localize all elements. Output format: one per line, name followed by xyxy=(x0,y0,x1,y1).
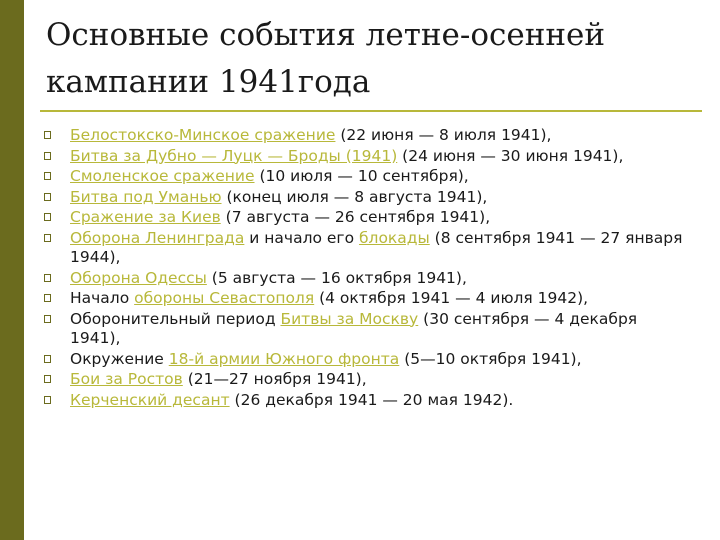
list-item xyxy=(44,208,692,228)
list-item xyxy=(44,188,692,208)
event-prefix: Окружение xyxy=(70,349,169,368)
square-bullet-icon xyxy=(44,172,51,180)
list-item xyxy=(44,269,692,289)
event-dates: (21—27 ноября 1941), xyxy=(182,370,367,388)
list-item xyxy=(44,167,692,187)
event-dates: (4 октября 1941 — 4 июля 1942), xyxy=(314,289,589,307)
event-link-secondary[interactable]: блокады xyxy=(358,228,430,247)
event-link[interactable]: Бои за Ростов xyxy=(70,370,183,388)
event-dates: (10 июля — 10 сентября), xyxy=(254,167,469,185)
event-dates: (7 августа — 26 сентября 1941), xyxy=(220,208,491,226)
event-dates: (8 сентября 1941 — 27 января 1944), xyxy=(70,228,683,266)
list-item xyxy=(44,229,692,268)
event-link[interactable]: обороны Севастополя xyxy=(134,289,315,307)
event-link[interactable]: Оборона Одессы xyxy=(70,268,207,287)
square-bullet-icon xyxy=(44,152,51,160)
square-bullet-icon xyxy=(44,193,51,201)
event-link[interactable]: Битвы за Москву xyxy=(280,309,419,328)
event-link[interactable]: Сражение за Киев xyxy=(70,208,221,226)
event-dates: (5 августа — 16 октября 1941), xyxy=(206,268,467,287)
event-dates: (конец июля — 8 августа 1941), xyxy=(221,187,488,206)
square-bullet-icon xyxy=(44,274,51,282)
list-item xyxy=(44,391,692,411)
square-bullet-icon xyxy=(44,375,51,383)
event-text: и начало его xyxy=(244,228,359,247)
event-link[interactable]: Керченский десант xyxy=(70,390,230,409)
event-link[interactable]: Битва за Дубно — Луцк — Броды (1941) xyxy=(70,146,398,165)
list-item xyxy=(44,370,692,390)
event-link[interactable]: 18-й армии Южного фронта xyxy=(168,349,400,368)
title-divider xyxy=(40,110,702,112)
left-accent-bar xyxy=(0,0,24,540)
list-item xyxy=(44,289,692,309)
square-bullet-icon xyxy=(44,294,51,302)
event-link[interactable]: Оборона Ленинграда xyxy=(70,228,245,247)
event-link[interactable]: Смоленское сражение xyxy=(70,167,255,185)
event-dates: (22 июня — 8 июля 1941), xyxy=(335,126,552,144)
square-bullet-icon xyxy=(44,315,51,323)
square-bullet-icon xyxy=(44,213,51,221)
event-dates: (26 декабря 1941 — 20 мая 1942). xyxy=(229,390,514,409)
event-dates: (30 сентября — 4 декабря 1941), xyxy=(70,309,638,347)
event-list xyxy=(44,126,692,411)
square-bullet-icon xyxy=(44,131,51,139)
slide-title: Основные события летне-осенней кампании 1941года xyxy=(46,17,606,100)
event-dates: (24 июня — 30 июня 1941), xyxy=(397,146,624,165)
list-item xyxy=(44,350,692,370)
event-prefix: Оборонительный период xyxy=(70,309,281,328)
event-link[interactable]: Белостокско-Минское сражение xyxy=(70,126,336,144)
event-dates: (5—10 октября 1941), xyxy=(399,349,582,368)
square-bullet-icon xyxy=(44,234,51,242)
square-bullet-icon xyxy=(44,396,51,404)
list-item xyxy=(44,147,692,167)
square-bullet-icon xyxy=(44,355,51,363)
list-item xyxy=(44,310,692,349)
event-link[interactable]: Битва под Уманью xyxy=(70,187,222,206)
event-prefix: Начало xyxy=(70,289,135,307)
list-item xyxy=(44,126,692,146)
